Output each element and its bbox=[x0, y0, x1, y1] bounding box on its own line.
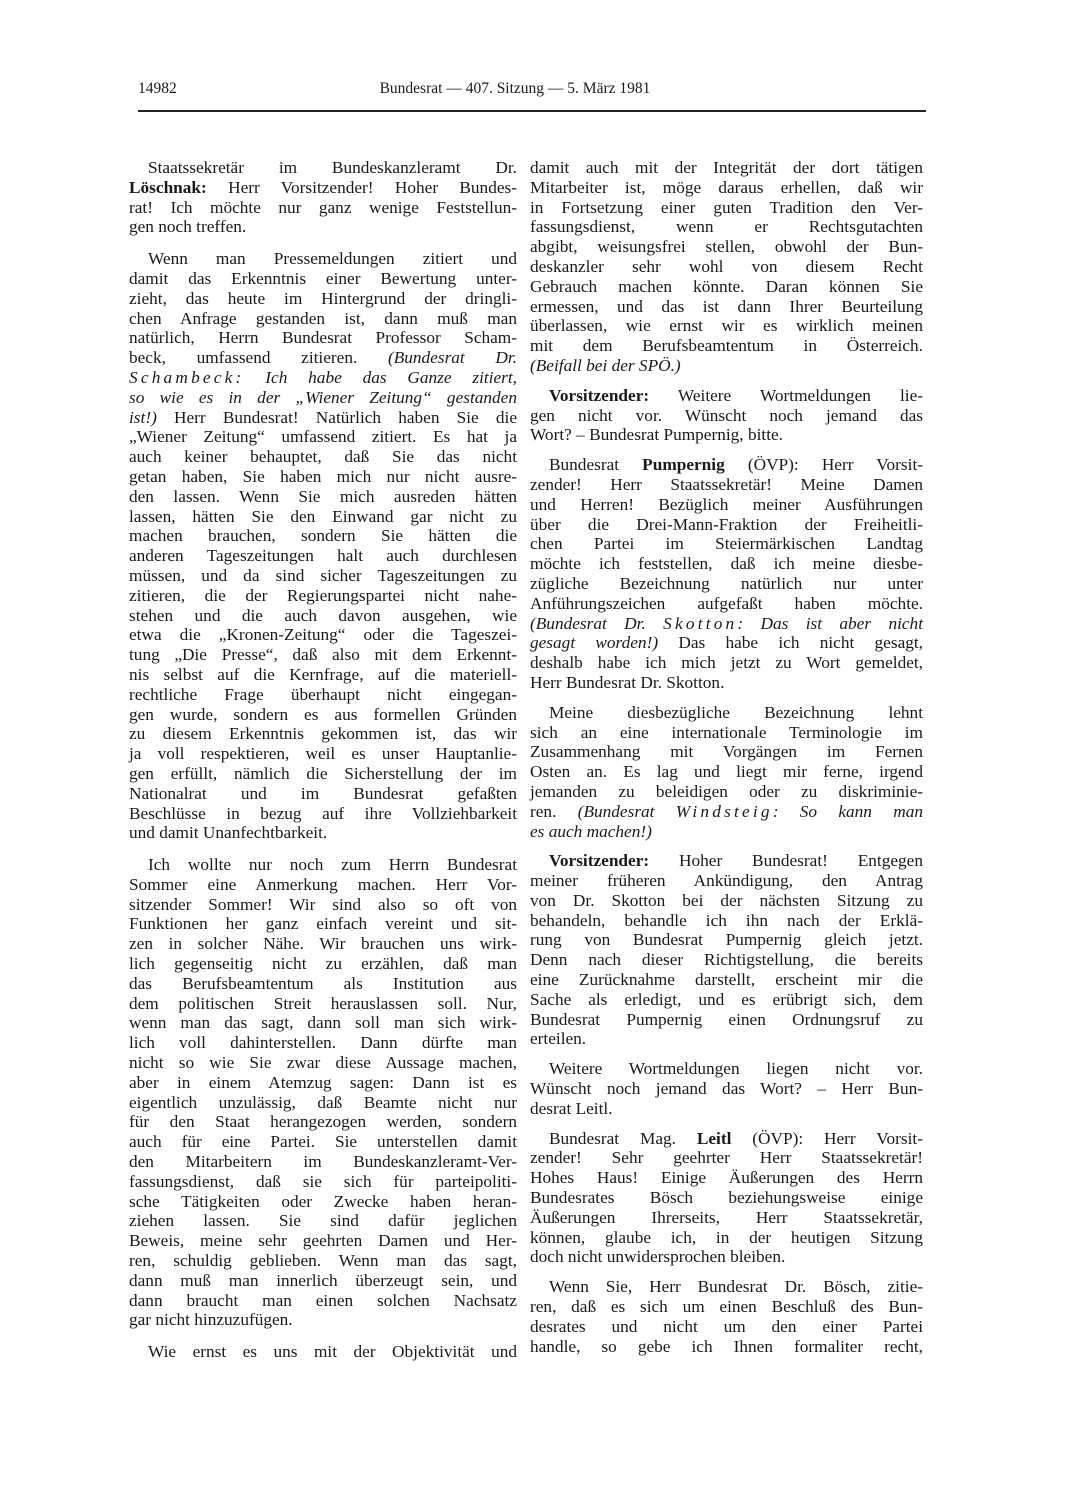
text-segment: Hoher Bundesrat! Entgegen bbox=[649, 851, 923, 871]
paragraph bbox=[129, 855, 517, 1330]
text-line: jemanden zu beleidigen oder zu diskriminie- bbox=[530, 781, 923, 801]
text-line: Wort? – Bundesrat Pumpernig, bitte. bbox=[530, 425, 783, 445]
text-line: wenn man das sagt, dann soll man sich wirk- bbox=[129, 1013, 517, 1033]
speaker-name: Vorsitzender: bbox=[549, 385, 650, 405]
text-line bbox=[530, 851, 923, 871]
text-line: tung „Die Presse“, daß also mit dem Erkennt- bbox=[129, 645, 517, 665]
interjection-text: : So kann man bbox=[772, 801, 923, 821]
text-line bbox=[129, 408, 517, 428]
interjection-text: Skotton bbox=[663, 613, 738, 633]
text-line: gen noch treffen. bbox=[129, 217, 247, 237]
text-line: nis selbst auf die Kernfrage, auf die materiell- bbox=[129, 664, 517, 684]
interjection-text: Ich habe das Ganze zitiert, bbox=[244, 367, 517, 387]
text-line: zitieren, die der Regierungspartei nicht nahe- bbox=[129, 585, 517, 605]
text-line: auch keiner behauptet, daß Sie das nicht bbox=[129, 447, 517, 467]
text-line: Weitere Wortmeldungen liegen nicht vor. bbox=[549, 1059, 923, 1079]
text-line: eigentlich unzulässig, daß Beamte nicht nur bbox=[129, 1092, 517, 1112]
text-line: Wünscht noch jemand das Wort? – Herr Bun- bbox=[530, 1079, 923, 1099]
page-number: 14982 bbox=[138, 80, 177, 97]
text-line: damit auch mit der Integrität der dort tätigen bbox=[530, 158, 923, 177]
text-line: lich gegenseitig nicht zu erzählen, daß man bbox=[129, 954, 517, 974]
running-title: Bundesrat — 407. Sitzung — 5. März 1981 bbox=[379, 80, 651, 97]
text-line: Äußerungen Ihrerseits, Herr Staatssekretär, bbox=[530, 1207, 923, 1227]
text-line: fassungsdienst, wenn er Rechtsgutachten bbox=[530, 217, 923, 237]
speaker-name: Vorsitzender: bbox=[549, 851, 650, 871]
text-line: das Berufsbeamtentum als Institution aus bbox=[129, 973, 517, 993]
text-line: rung von Bundesrat Pumpernig gleich jetzt. bbox=[530, 930, 923, 950]
text-segment: (ÖVP): Herr Vorsit- bbox=[724, 455, 924, 475]
text-line: handle, so gebe ich Ihnen formaliter recht, bbox=[530, 1336, 923, 1356]
text-line: den lassen. Wenn Sie mich ausreden hätten bbox=[129, 486, 517, 506]
text-line: zieht, das heute im Hintergrund der dringli- bbox=[129, 288, 517, 308]
text-segment: Herr Bundesrat! Natürlich haben Sie die bbox=[156, 407, 517, 427]
text-line: und damit Unanfechtbarkeit. bbox=[129, 823, 328, 843]
text-line: eine Zurücknahme darstellt, erscheint mir die bbox=[530, 970, 923, 990]
text-line bbox=[530, 1129, 923, 1149]
text-line: über die Drei-Mann-Fraktion der Freiheitli- bbox=[530, 514, 923, 534]
paragraph bbox=[530, 1059, 923, 1118]
text-line: nicht so wie Sie zwar diese Aussage machen, bbox=[129, 1053, 517, 1073]
text-line bbox=[530, 614, 923, 634]
text-line: mit dem Berufsbeamtentum in Österreich. bbox=[530, 336, 923, 356]
text-line: doch nicht unwidersprochen bleiben. bbox=[530, 1247, 786, 1267]
text-line: überlassen, wie ernst wir es wirklich meinen bbox=[530, 316, 923, 336]
text-line: in Fortsetzung einer guten Tradition den Ver- bbox=[530, 197, 923, 217]
text-line: Osten an. Es lag und liegt mir ferne, irgend bbox=[530, 762, 923, 782]
text-line: erteilen. bbox=[530, 1029, 587, 1049]
text-line: ziehen lassen. Sie sind dafür jeglichen bbox=[129, 1211, 517, 1231]
text-line: sitzender Sommer! Wir sind also so oft von bbox=[129, 894, 517, 914]
text-line bbox=[530, 455, 923, 475]
text-line bbox=[530, 633, 923, 653]
text-line: „Wiener Zeitung“ umfassend zitiert. Es hat ja bbox=[129, 427, 517, 447]
text-line bbox=[129, 178, 517, 198]
column-left bbox=[129, 158, 517, 1362]
paragraph bbox=[530, 1277, 923, 1356]
text-line: anderen Tageszeitungen halt auch durchlesen bbox=[129, 546, 517, 566]
text-line: fassungsdienst, daß sie sich für parteipoliti- bbox=[129, 1171, 517, 1191]
text-line: zügliche Bezeichnung natürlich nur unter bbox=[530, 573, 923, 593]
text-segment: Bundesrat bbox=[549, 455, 643, 475]
interjection-text: ist!) bbox=[129, 407, 157, 427]
text-line: meiner früheren Ankündigung, den Antrag bbox=[530, 871, 923, 891]
paragraph bbox=[530, 1129, 923, 1268]
text-line: gen wurde, sondern es aus formellen Gründen bbox=[129, 704, 517, 724]
paragraph bbox=[129, 158, 517, 237]
speaker-name: Leitl bbox=[696, 1128, 732, 1148]
text-line: zender! Herr Staatssekretär! Meine Damen bbox=[530, 474, 923, 494]
text-line: dann braucht man einen solchen Nachsatz bbox=[129, 1290, 517, 1310]
speaker-name: Löschnak: bbox=[129, 177, 207, 197]
text-segment: beck, umfassend zitieren. bbox=[129, 348, 388, 368]
text-segment: Herr Vorsitzender! Hoher Bundes- bbox=[206, 177, 517, 197]
text-line: Beweis, meine sehr geehrten Damen und Her- bbox=[129, 1231, 517, 1251]
text-line: Bundesrat Pumpernig einen Ordnungsruf zu bbox=[530, 1009, 923, 1029]
text-line: Sommer eine Anmerkung machen. Herr Vor- bbox=[129, 874, 517, 894]
text-line: Ich wollte nur noch zum Herrn Bundesrat bbox=[148, 855, 517, 875]
text-line: stehen und die auch davon ausgehen, wie bbox=[129, 605, 517, 625]
text-line: damit das Erkenntnis einer Bewertung unter- bbox=[129, 268, 517, 288]
text-line bbox=[530, 356, 923, 376]
text-line: Herr Bundesrat Dr. Skotton. bbox=[530, 672, 725, 692]
text-segment: ren. bbox=[530, 801, 578, 821]
paragraph bbox=[530, 455, 923, 693]
text-segment: Das habe ich nicht gesagt, bbox=[658, 633, 924, 653]
text-line: Wie ernst es uns mit der Objektivität und bbox=[148, 1342, 517, 1362]
text-line: desrates und nicht um den einer Partei bbox=[530, 1316, 923, 1336]
text-line: Beschlüsse in bezug auf ihre Vollziehbarkeit bbox=[129, 803, 517, 823]
text-line: Gebrauch machen könnte. Daran können Sie bbox=[530, 276, 923, 296]
text-line: abgibt, weisungsfrei stellen, obwohl der Bun- bbox=[530, 237, 923, 257]
text-line: ren, schuldig geblieben. Wenn man das sagt, bbox=[129, 1251, 517, 1271]
text-line: zen in solcher Nähe. Wir brauchen uns wirk- bbox=[129, 934, 517, 954]
text-line bbox=[129, 348, 517, 368]
text-line: chen Anfrage gestanden ist, dann muß man bbox=[129, 308, 517, 328]
text-line: lich voll dahinterstellen. Dann dürfte man bbox=[129, 1033, 517, 1053]
interjection-text: (Bundesrat bbox=[577, 801, 676, 821]
text-line: dem politischen Streit herauslassen soll. Nur, bbox=[129, 993, 517, 1013]
text-line: Wenn Sie, Herr Bundesrat Dr. Bösch, zitie- bbox=[549, 1277, 923, 1297]
text-segment: Weitere Wortmeldungen lie- bbox=[649, 385, 923, 405]
speaker-name: Pumpernig bbox=[642, 455, 725, 475]
text-line: und Herren! Bezüglich meiner Ausführungen bbox=[530, 494, 923, 514]
text-line bbox=[530, 802, 923, 822]
text-line: zender! Sehr geehrter Herr Staatssekretär! bbox=[530, 1148, 923, 1168]
text-line: rat! Ich möchte nur ganz wenige Feststellun- bbox=[129, 197, 517, 217]
text-line: Nationalrat und im Bundesrat gefaßten bbox=[129, 783, 517, 803]
interjection-text: (Bundesrat Dr. bbox=[530, 613, 664, 633]
text-line: deshalb habe ich mich jetzt zu Wort gemeldet, bbox=[530, 653, 923, 673]
text-line: sich an eine internationale Terminologie im bbox=[530, 722, 923, 742]
text-line: behandeln, behandle ich ihn nach der Erklä- bbox=[530, 910, 923, 930]
text-line: für den Staat herangezogen werden, sondern bbox=[129, 1112, 517, 1132]
interjection-text: (Beifall bei der SPÖ.) bbox=[530, 355, 681, 375]
text-segment: (ÖVP): Herr Vorsit- bbox=[731, 1128, 923, 1148]
paragraph bbox=[129, 1342, 517, 1362]
text-segment: Bundesrat Mag. bbox=[549, 1128, 697, 1148]
paragraph bbox=[530, 703, 923, 842]
text-line: Staatssekretär im Bundeskanzleramt Dr. bbox=[148, 158, 517, 177]
paragraph bbox=[129, 249, 517, 843]
interjection-text: (Bundesrat Dr. bbox=[387, 348, 517, 368]
text-line: ja voll respektieren, weil es unser Hauptanlie- bbox=[129, 744, 517, 764]
text-line bbox=[129, 368, 517, 388]
interjection-text: Schambeck: bbox=[129, 367, 245, 387]
text-line: etwa die „Kronen-Zeitung“ oder die Tageszei- bbox=[129, 625, 517, 645]
text-line bbox=[530, 386, 923, 406]
interjection-text: Windsteig bbox=[675, 801, 773, 821]
text-line: rechtliche Frage überhaupt nicht eingegan- bbox=[129, 684, 517, 704]
text-line: ren, daß es sich um einen Beschluß des Bun- bbox=[530, 1297, 923, 1317]
text-line: den Mitarbeitern im Bundeskanzleramt-Ver- bbox=[129, 1152, 517, 1172]
text-line: machen brauchen, sondern Sie hätten die bbox=[129, 526, 517, 546]
text-line: lassen, hätten Sie den Einwand gar nicht zu bbox=[129, 506, 517, 526]
interjection-text: gesagt worden!) bbox=[530, 633, 659, 653]
text-line: gen erfüllt, nämlich die Sicherstellung der im bbox=[129, 763, 517, 783]
text-line bbox=[530, 822, 923, 842]
text-line: gen nicht vor. Wünscht noch jemand das bbox=[530, 405, 923, 425]
text-line bbox=[129, 388, 517, 408]
text-line: desrat Leitl. bbox=[530, 1098, 613, 1118]
text-line: Anführungszeichen aufgefaßt haben möchte. bbox=[530, 593, 923, 613]
text-line: chen Partei im Steiermärkischen Landtag bbox=[530, 534, 923, 554]
text-line: natürlich, Herrn Bundesrat Professor Scham- bbox=[129, 328, 517, 348]
text-line: Denn nach dieser Richtigstellung, die bereits bbox=[530, 950, 923, 970]
paragraph bbox=[530, 158, 923, 376]
paragraph bbox=[530, 851, 923, 1049]
column-right bbox=[530, 158, 923, 1356]
interjection-text: es auch machen!) bbox=[530, 821, 652, 841]
text-line: deskanzler sehr wohl von diesem Recht bbox=[530, 256, 923, 276]
text-line: aber in einem Atemzug sagen: Dann ist es bbox=[129, 1072, 517, 1092]
header-rule bbox=[138, 110, 926, 112]
text-line: Wenn man Pressemeldungen zitiert und bbox=[148, 249, 517, 269]
text-line: getan haben, Sie haben mich nur nicht ausre- bbox=[129, 466, 517, 486]
text-line: sche Tätigkeiten oder Zwecke haben heran- bbox=[129, 1191, 517, 1211]
text-line: ermessen, und das ist dann Ihrer Beurteilung bbox=[530, 296, 923, 316]
interjection-text: : Das ist aber nicht bbox=[737, 613, 923, 633]
text-line: können, glaube ich, in der heutigen Sitzung bbox=[530, 1227, 923, 1247]
text-line: Hohes Haus! Einige Äußerungen des Herrn bbox=[530, 1168, 923, 1188]
text-line: von Dr. Skotton bei der nächsten Sitzung zu bbox=[530, 890, 923, 910]
text-line: Zusammenhang mit Vorgängen im Fernen bbox=[530, 742, 923, 762]
text-line: müssen, und da sind sicher Tageszeitungen zu bbox=[129, 565, 517, 585]
text-line: Bundesrates Bösch beziehungsweise einige bbox=[530, 1188, 923, 1208]
text-line: Sache als erledigt, und es erübrigt sich, dem bbox=[530, 989, 923, 1009]
text-line: möchte ich feststellen, daß ich meine diesbe- bbox=[530, 554, 923, 574]
text-line: Meine diesbezügliche Bezeichnung lehnt bbox=[549, 702, 923, 722]
paragraph bbox=[530, 386, 923, 445]
text-line: gar nicht hinzuzufügen. bbox=[129, 1310, 293, 1330]
text-line: Funktionen her ganz einfach vereint und sit- bbox=[129, 914, 517, 934]
text-line: zu diesem Erkenntnis gekommen ist, das wir bbox=[129, 724, 517, 744]
text-line: dann muß man innerlich überzeugt sein, und bbox=[129, 1270, 517, 1290]
text-line: Mitarbeiter ist, möge daraus erhellen, daß wir bbox=[530, 177, 923, 197]
text-line: auch für eine Partei. Sie unterstellen damit bbox=[129, 1132, 517, 1152]
interjection-text: so wie es in der „Wiener Zeitung“ gestanden bbox=[129, 387, 517, 407]
